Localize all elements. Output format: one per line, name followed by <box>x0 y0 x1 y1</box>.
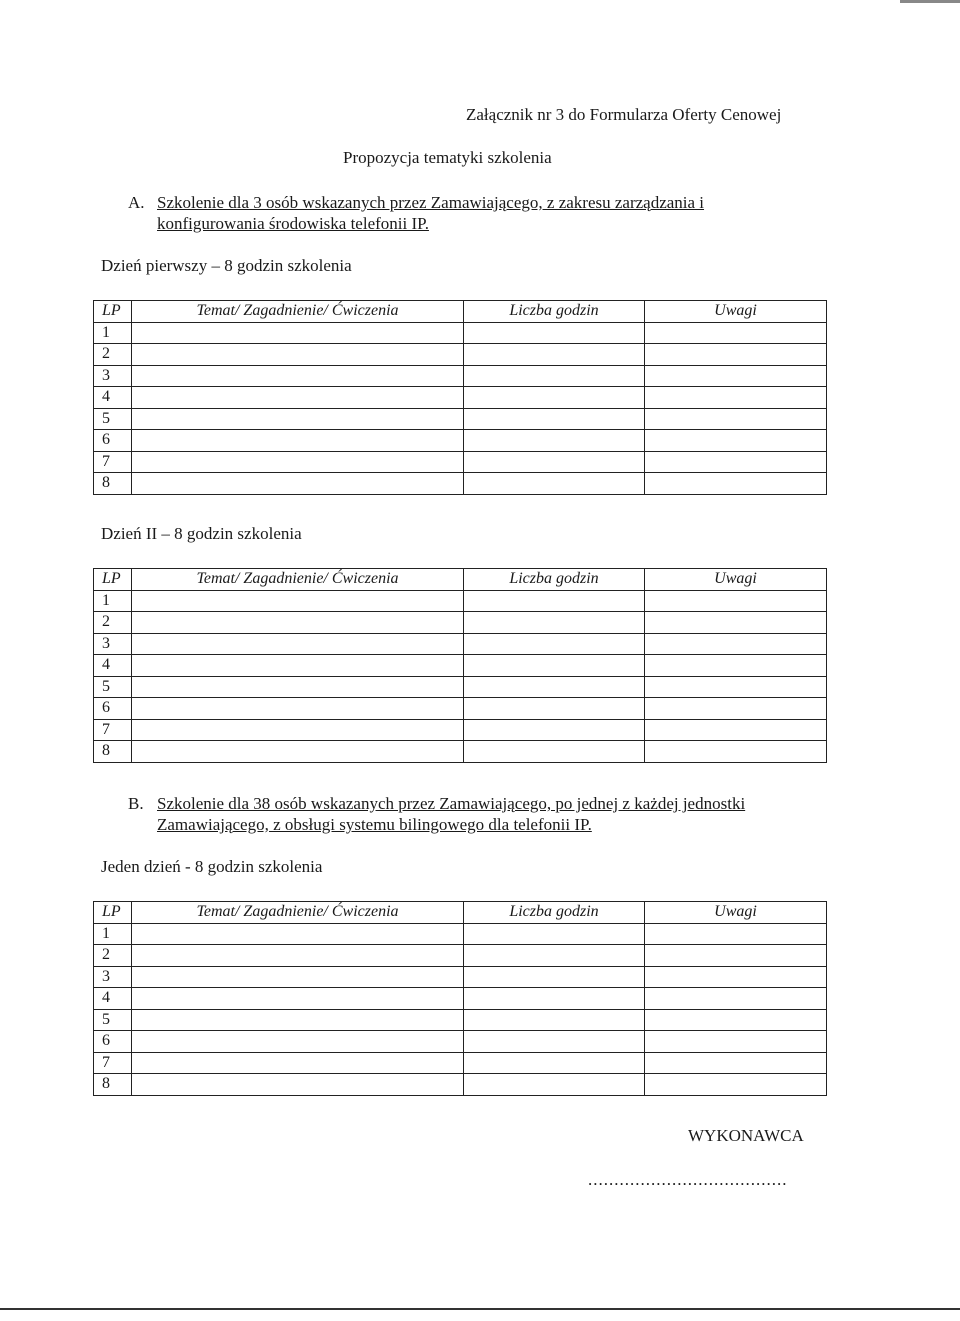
table-row <box>94 365 827 387</box>
signature-line[interactable]: ...................................... <box>588 1170 788 1189</box>
topic-cell[interactable] <box>132 719 464 741</box>
notes-cell[interactable] <box>645 988 827 1010</box>
row-number: 6 <box>94 1031 132 1053</box>
table-row <box>94 408 827 430</box>
header-notes: Uwagi <box>645 301 827 323</box>
notes-cell[interactable] <box>645 966 827 988</box>
table-row <box>94 1052 827 1074</box>
hours-cell[interactable] <box>464 966 645 988</box>
section-b-line2: Zamawiającego, z obsługi systemu bilingowego dla telefonii IP. <box>157 815 592 834</box>
table-row <box>94 344 827 366</box>
notes-cell[interactable] <box>645 741 827 763</box>
table-header-row <box>94 569 827 591</box>
notes-cell[interactable] <box>645 1009 827 1031</box>
hours-cell[interactable] <box>464 322 645 344</box>
row-number: 8 <box>94 1074 132 1096</box>
row-number: 4 <box>94 387 132 409</box>
hours-cell[interactable] <box>464 1009 645 1031</box>
table-row <box>94 966 827 988</box>
row-number: 3 <box>94 633 132 655</box>
topic-cell[interactable] <box>132 322 464 344</box>
row-number: 8 <box>94 473 132 495</box>
table-row <box>94 923 827 945</box>
hours-cell[interactable] <box>464 719 645 741</box>
row-number: 2 <box>94 344 132 366</box>
row-number: 7 <box>94 1052 132 1074</box>
hours-cell[interactable] <box>464 451 645 473</box>
hours-cell[interactable] <box>464 923 645 945</box>
section-a-line2: konfigurowania środowiska telefonii IP. <box>157 214 429 233</box>
table-row <box>94 1031 827 1053</box>
day3-table <box>93 901 827 1096</box>
hours-cell[interactable] <box>464 676 645 698</box>
row-number: 1 <box>94 590 132 612</box>
row-number: 4 <box>94 655 132 677</box>
notes-cell[interactable] <box>645 365 827 387</box>
row-number: 3 <box>94 966 132 988</box>
hours-cell[interactable] <box>464 988 645 1010</box>
day2-table <box>93 568 827 763</box>
topic-cell[interactable] <box>132 387 464 409</box>
hours-cell[interactable] <box>464 344 645 366</box>
table-row <box>94 988 827 1010</box>
notes-cell[interactable] <box>645 473 827 495</box>
day3-label: Jeden dzień - 8 godzin szkolenia <box>101 857 323 876</box>
day2-label: Dzień II – 8 godzin szkolenia <box>101 524 302 543</box>
header-lp: LP <box>94 569 132 591</box>
notes-cell[interactable] <box>645 387 827 409</box>
table-row <box>94 387 827 409</box>
row-number: 8 <box>94 741 132 763</box>
topic-cell[interactable] <box>132 430 464 452</box>
hours-cell[interactable] <box>464 590 645 612</box>
hours-cell[interactable] <box>464 387 645 409</box>
attachment-label: Załącznik nr 3 do Formularza Oferty Cenowej <box>466 105 782 124</box>
topic-cell[interactable] <box>132 741 464 763</box>
notes-cell[interactable] <box>645 590 827 612</box>
header-lp: LP <box>94 301 132 323</box>
topic-cell[interactable] <box>132 344 464 366</box>
topic-cell[interactable] <box>132 1052 464 1074</box>
topic-cell[interactable] <box>132 966 464 988</box>
hours-cell[interactable] <box>464 655 645 677</box>
table-row <box>94 698 827 720</box>
topic-cell[interactable] <box>132 1031 464 1053</box>
hours-cell[interactable] <box>464 365 645 387</box>
topic-cell[interactable] <box>132 923 464 945</box>
topic-cell[interactable] <box>132 698 464 720</box>
table-row <box>94 655 827 677</box>
notes-cell[interactable] <box>645 612 827 634</box>
table-row <box>94 451 827 473</box>
table-row <box>94 945 827 967</box>
header-topic: Temat/ Zagadnienie/ Ćwiczenia <box>132 902 464 924</box>
header-topic: Temat/ Zagadnienie/ Ćwiczenia <box>132 301 464 323</box>
row-number: 2 <box>94 945 132 967</box>
hours-cell[interactable] <box>464 1074 645 1096</box>
header-hours: Liczba godzin <box>464 569 645 591</box>
notes-cell[interactable] <box>645 1074 827 1096</box>
hours-cell[interactable] <box>464 945 645 967</box>
table-row <box>94 676 827 698</box>
header-hours: Liczba godzin <box>464 301 645 323</box>
hours-cell[interactable] <box>464 430 645 452</box>
hours-cell[interactable] <box>464 698 645 720</box>
row-number: 7 <box>94 719 132 741</box>
row-number: 6 <box>94 698 132 720</box>
notes-cell[interactable] <box>645 923 827 945</box>
day1-label: Dzień pierwszy – 8 godzin szkolenia <box>101 256 352 275</box>
page-title: Propozycja tematyki szkolenia <box>343 148 552 167</box>
table-row <box>94 741 827 763</box>
topic-cell[interactable] <box>132 633 464 655</box>
hours-cell[interactable] <box>464 1052 645 1074</box>
row-number: 1 <box>94 923 132 945</box>
day1-table <box>93 300 827 495</box>
notes-cell[interactable] <box>645 451 827 473</box>
topic-cell[interactable] <box>132 365 464 387</box>
hours-cell[interactable] <box>464 408 645 430</box>
header-topic: Temat/ Zagadnienie/ Ćwiczenia <box>132 569 464 591</box>
notes-cell[interactable] <box>645 430 827 452</box>
hours-cell[interactable] <box>464 1031 645 1053</box>
notes-cell[interactable] <box>645 1052 827 1074</box>
section-b-line1: Szkolenie dla 38 osób wskazanych przez Zamawiającego, po jednej z każdej jednostki <box>157 794 746 813</box>
notes-cell[interactable] <box>645 344 827 366</box>
contractor-label: WYKONAWCA <box>688 1126 804 1145</box>
bottom-divider <box>0 1308 960 1310</box>
table-row <box>94 473 827 495</box>
table-row <box>94 590 827 612</box>
topic-cell[interactable] <box>132 676 464 698</box>
table-row <box>94 430 827 452</box>
notes-cell[interactable] <box>645 633 827 655</box>
section-a-heading <box>128 192 828 236</box>
row-number: 4 <box>94 988 132 1010</box>
table-row <box>94 1074 827 1096</box>
hours-cell[interactable] <box>464 633 645 655</box>
topic-cell[interactable] <box>132 408 464 430</box>
topic-cell[interactable] <box>132 655 464 677</box>
row-number: 3 <box>94 365 132 387</box>
table-row <box>94 719 827 741</box>
row-number: 6 <box>94 430 132 452</box>
table-row <box>94 1009 827 1031</box>
hours-cell[interactable] <box>464 473 645 495</box>
topic-cell[interactable] <box>132 612 464 634</box>
header-notes: Uwagi <box>645 902 827 924</box>
table-header-row <box>94 902 827 924</box>
row-number: 7 <box>94 451 132 473</box>
notes-cell[interactable] <box>645 655 827 677</box>
table-row <box>94 633 827 655</box>
hours-cell[interactable] <box>464 612 645 634</box>
notes-cell[interactable] <box>645 698 827 720</box>
row-number: 5 <box>94 1009 132 1031</box>
notes-cell[interactable] <box>645 719 827 741</box>
header-lp: LP <box>94 902 132 924</box>
topic-cell[interactable] <box>132 1074 464 1096</box>
topic-cell[interactable] <box>132 988 464 1010</box>
section-a-letter: A. <box>128 193 145 212</box>
header-hours: Liczba godzin <box>464 902 645 924</box>
row-number: 5 <box>94 408 132 430</box>
section-b-heading <box>128 793 838 837</box>
scan-edge-mark <box>900 0 960 3</box>
hours-cell[interactable] <box>464 741 645 763</box>
table-row <box>94 612 827 634</box>
topic-cell[interactable] <box>132 451 464 473</box>
table-header-row <box>94 301 827 323</box>
topic-cell[interactable] <box>132 945 464 967</box>
row-number: 2 <box>94 612 132 634</box>
table-row <box>94 322 827 344</box>
topic-cell[interactable] <box>132 473 464 495</box>
row-number: 1 <box>94 322 132 344</box>
topic-cell[interactable] <box>132 1009 464 1031</box>
topic-cell[interactable] <box>132 590 464 612</box>
notes-cell[interactable] <box>645 1031 827 1053</box>
row-number: 5 <box>94 676 132 698</box>
section-a-line1: Szkolenie dla 3 osób wskazanych przez Zamawiającego, z zakresu zarządzania i <box>157 193 705 212</box>
notes-cell[interactable] <box>645 408 827 430</box>
notes-cell[interactable] <box>645 322 827 344</box>
notes-cell[interactable] <box>645 945 827 967</box>
header-notes: Uwagi <box>645 569 827 591</box>
section-b-letter: B. <box>128 794 144 813</box>
notes-cell[interactable] <box>645 676 827 698</box>
